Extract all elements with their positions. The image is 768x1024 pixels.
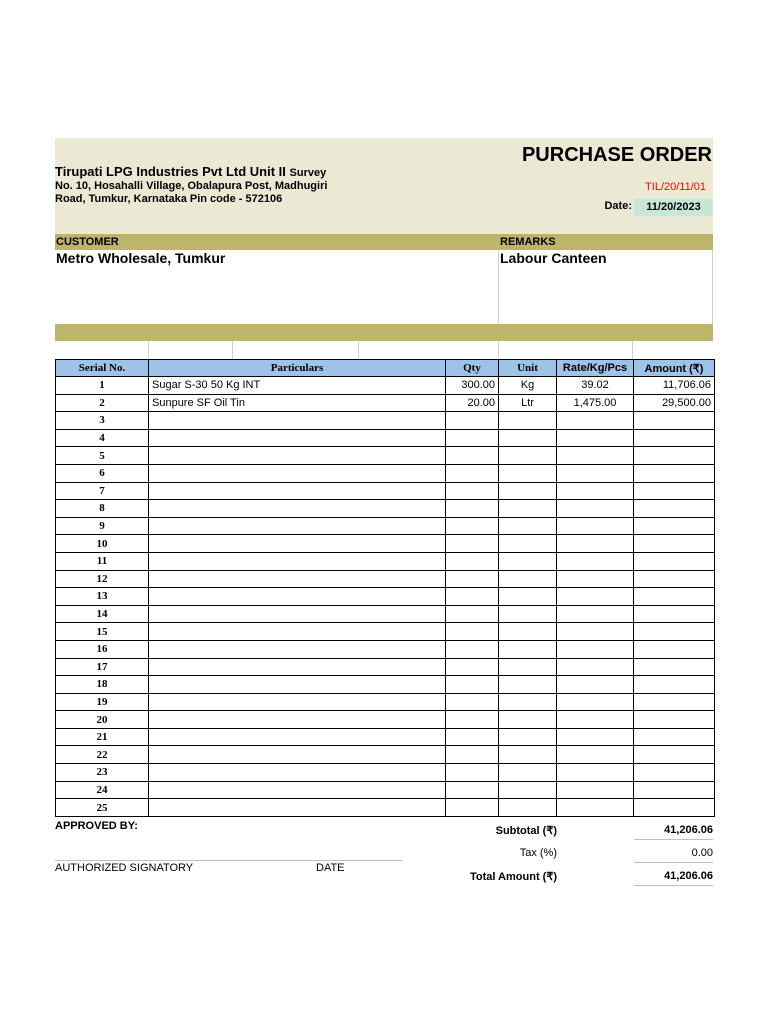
cell-qty[interactable] [446, 464, 499, 482]
table-row [56, 447, 715, 465]
cell-amount[interactable] [634, 640, 715, 658]
cell-rate[interactable] [557, 552, 634, 570]
cell-serial: 15 [56, 623, 149, 641]
cell-amount[interactable] [634, 447, 715, 465]
grid-line [498, 341, 499, 359]
table-row [56, 711, 715, 729]
cell-rate[interactable] [557, 711, 634, 729]
cell-rate[interactable] [557, 447, 634, 465]
cell-amount[interactable] [634, 517, 715, 535]
cell-serial: 6 [56, 464, 149, 482]
cell-particulars[interactable] [149, 588, 446, 606]
cell-particulars[interactable] [149, 711, 446, 729]
po-number: TIL/20/11/01 [645, 181, 706, 193]
cell-unit[interactable] [499, 482, 557, 500]
cell-particulars[interactable] [149, 412, 446, 430]
cell-serial: 23 [56, 764, 149, 782]
cell-qty[interactable] [446, 570, 499, 588]
cell-particulars[interactable] [149, 746, 446, 764]
grid-line [632, 341, 633, 359]
remarks-value[interactable]: Labour Canteen [500, 250, 607, 266]
table-row [56, 588, 715, 606]
table-row [56, 728, 715, 746]
cell-rate[interactable] [557, 412, 634, 430]
cell-serial: 18 [56, 676, 149, 694]
cell-amount[interactable] [634, 464, 715, 482]
cell-particulars[interactable] [149, 517, 446, 535]
cell-qty[interactable]: 300.00 [446, 377, 499, 395]
cell-particulars[interactable] [149, 764, 446, 782]
cell-particulars[interactable] [149, 640, 446, 658]
cell-amount[interactable] [634, 781, 715, 799]
cell-amount[interactable] [634, 728, 715, 746]
cell-unit[interactable] [499, 764, 557, 782]
cell-unit[interactable] [499, 412, 557, 430]
cell-serial: 19 [56, 693, 149, 711]
table-row [56, 535, 715, 553]
date-value[interactable]: 11/20/2023 [634, 199, 713, 216]
tax-underline [634, 862, 713, 863]
table-row [56, 764, 715, 782]
cell-rate[interactable] [557, 429, 634, 447]
cell-serial: 12 [56, 570, 149, 588]
grid-line [148, 341, 149, 359]
table-row [56, 781, 715, 799]
cell-qty[interactable] [446, 764, 499, 782]
cell-unit[interactable]: Ltr [499, 394, 557, 412]
cell-rate[interactable] [557, 535, 634, 553]
cell-qty[interactable] [446, 728, 499, 746]
cell-unit[interactable] [499, 447, 557, 465]
cell-rate[interactable] [557, 693, 634, 711]
cell-unit[interactable]: Kg [499, 377, 557, 395]
cell-unit[interactable] [499, 605, 557, 623]
cell-particulars[interactable] [149, 552, 446, 570]
cell-amount[interactable] [634, 605, 715, 623]
cell-particulars[interactable] [149, 482, 446, 500]
cell-amount[interactable] [634, 412, 715, 430]
cell-particulars[interactable] [149, 623, 446, 641]
cell-unit[interactable] [499, 799, 557, 817]
cell-serial: 21 [56, 728, 149, 746]
cell-qty[interactable] [446, 799, 499, 817]
cell-unit[interactable] [499, 464, 557, 482]
cell-qty[interactable] [446, 535, 499, 553]
date-label: Date: [604, 200, 632, 212]
tax-value[interactable]: 0.00 [691, 847, 713, 859]
cell-rate[interactable]: 39.02 [557, 377, 634, 395]
cell-rate[interactable] [557, 570, 634, 588]
cell-rate[interactable] [557, 764, 634, 782]
cell-serial: 10 [56, 535, 149, 553]
remarks-divider [498, 250, 499, 324]
cell-serial: 24 [56, 781, 149, 799]
cell-serial: 17 [56, 658, 149, 676]
subtotal-underline [634, 839, 713, 840]
cell-unit[interactable] [499, 658, 557, 676]
cell-particulars[interactable] [149, 447, 446, 465]
signature-date-label: DATE [316, 862, 345, 874]
table-body [56, 377, 715, 817]
table-row [56, 658, 715, 676]
cell-amount[interactable] [634, 500, 715, 518]
cell-serial: 7 [56, 482, 149, 500]
cell-serial: 25 [56, 799, 149, 817]
right-border [712, 250, 713, 324]
cell-rate[interactable] [557, 605, 634, 623]
cell-unit[interactable] [499, 500, 557, 518]
cell-unit[interactable] [499, 588, 557, 606]
grid-line [232, 341, 233, 359]
cell-qty[interactable] [446, 517, 499, 535]
cell-qty[interactable] [446, 588, 499, 606]
company-address: No. 10, Hosahalli Village, Obalapura Post, Madhugiri Road, Tumkur, Karnataka Pin code - 572106 [55, 180, 328, 205]
column-header-particulars: Particulars [149, 360, 446, 377]
company-survey-text: Survey [289, 167, 327, 179]
page-title: PURCHASE ORDER [521, 144, 712, 166]
cell-qty[interactable] [446, 623, 499, 641]
cell-serial: 20 [56, 711, 149, 729]
table-row [56, 394, 715, 412]
total-value: 41,206.06 [664, 870, 713, 882]
cell-rate[interactable] [557, 517, 634, 535]
cell-rate[interactable] [557, 658, 634, 676]
cell-serial: 4 [56, 429, 149, 447]
cell-qty[interactable] [446, 429, 499, 447]
company-name-text: Tirupati LPG Industries Pvt Ltd Unit II [55, 164, 286, 179]
cell-qty[interactable] [446, 552, 499, 570]
remarks-label: REMARKS [500, 236, 556, 248]
cell-qty[interactable] [446, 605, 499, 623]
table-row [56, 429, 715, 447]
cell-amount[interactable] [634, 799, 715, 817]
table-row [56, 482, 715, 500]
cell-serial: 2 [56, 394, 149, 412]
table-row [56, 746, 715, 764]
cell-rate[interactable] [557, 588, 634, 606]
cell-serial: 9 [56, 517, 149, 535]
signature-line [55, 860, 402, 861]
cell-unit[interactable] [499, 570, 557, 588]
cell-particulars[interactable] [149, 605, 446, 623]
customer-remarks-bar [55, 234, 713, 250]
cell-rate[interactable] [557, 676, 634, 694]
subtotal-value: 41,206.06 [664, 824, 713, 836]
cell-qty[interactable] [446, 781, 499, 799]
cell-unit[interactable] [499, 623, 557, 641]
cell-particulars[interactable] [149, 464, 446, 482]
table-row [56, 464, 715, 482]
customer-label: CUSTOMER [56, 236, 119, 248]
cell-amount[interactable] [634, 482, 715, 500]
cell-unit[interactable] [499, 552, 557, 570]
cell-amount[interactable]: 11,706.06 [634, 377, 715, 395]
items-table [55, 359, 715, 817]
cell-unit[interactable] [499, 535, 557, 553]
cell-particulars[interactable] [149, 658, 446, 676]
total-underline [634, 885, 713, 886]
cell-qty[interactable] [446, 746, 499, 764]
table-row [56, 799, 715, 817]
subtotal-label: Subtotal (₹) [495, 825, 557, 837]
cell-rate[interactable] [557, 500, 634, 518]
cell-serial: 1 [56, 377, 149, 395]
cell-rate[interactable] [557, 640, 634, 658]
table-row [56, 676, 715, 694]
cell-particulars[interactable] [149, 535, 446, 553]
company-name [55, 164, 355, 181]
cell-qty[interactable] [446, 500, 499, 518]
customer-value[interactable]: Metro Wholesale, Tumkur [56, 250, 226, 266]
cell-qty[interactable] [446, 412, 499, 430]
cell-particulars[interactable] [149, 429, 446, 447]
cell-rate[interactable] [557, 799, 634, 817]
table-row [56, 377, 715, 395]
grid-line [358, 341, 359, 359]
column-header-unit: Unit [499, 360, 557, 377]
cell-amount[interactable] [634, 764, 715, 782]
cell-rate[interactable] [557, 746, 634, 764]
cell-amount[interactable] [634, 693, 715, 711]
cell-rate[interactable] [557, 464, 634, 482]
cell-amount[interactable] [634, 429, 715, 447]
cell-unit[interactable] [499, 517, 557, 535]
cell-amount[interactable] [634, 711, 715, 729]
cell-serial: 5 [56, 447, 149, 465]
cell-rate[interactable]: 1,475.00 [557, 394, 634, 412]
cell-unit[interactable] [499, 676, 557, 694]
cell-amount[interactable] [634, 658, 715, 676]
table-header-row [56, 360, 715, 377]
cell-qty[interactable]: 20.00 [446, 394, 499, 412]
column-header-rate: Rate/Kg/Pcs [557, 360, 634, 377]
column-header-serial: Serial No. [56, 360, 149, 377]
table-row [56, 412, 715, 430]
cell-unit[interactable] [499, 728, 557, 746]
cell-rate[interactable] [557, 623, 634, 641]
cell-amount[interactable] [634, 552, 715, 570]
cell-serial: 13 [56, 588, 149, 606]
cell-rate[interactable] [557, 482, 634, 500]
table-row [56, 693, 715, 711]
table-row [56, 623, 715, 641]
approved-by-label: APPROVED BY: [55, 820, 138, 832]
cell-amount[interactable] [634, 570, 715, 588]
cell-unit[interactable] [499, 711, 557, 729]
cell-particulars[interactable] [149, 693, 446, 711]
cell-amount[interactable] [634, 676, 715, 694]
cell-qty[interactable] [446, 693, 499, 711]
column-header-amount: Amount (₹) [634, 360, 715, 377]
cell-qty[interactable] [446, 658, 499, 676]
cell-qty[interactable] [446, 447, 499, 465]
cell-serial: 11 [56, 552, 149, 570]
cell-particulars[interactable] [149, 570, 446, 588]
cell-qty[interactable] [446, 482, 499, 500]
cell-serial: 3 [56, 412, 149, 430]
table-row [56, 517, 715, 535]
cell-serial: 22 [56, 746, 149, 764]
cell-particulars[interactable]: Sunpure SF Oil Tin [149, 394, 446, 412]
cell-unit[interactable] [499, 781, 557, 799]
cell-unit[interactable] [499, 746, 557, 764]
cell-qty[interactable] [446, 711, 499, 729]
cell-particulars[interactable] [149, 676, 446, 694]
table-row [56, 500, 715, 518]
cell-unit[interactable] [499, 693, 557, 711]
cell-qty[interactable] [446, 640, 499, 658]
cell-particulars[interactable] [149, 799, 446, 817]
total-label: Total Amount (₹) [469, 871, 557, 883]
cell-serial: 16 [56, 640, 149, 658]
cell-amount[interactable] [634, 746, 715, 764]
cell-serial: 14 [56, 605, 149, 623]
cell-particulars[interactable] [149, 728, 446, 746]
cell-amount[interactable] [634, 623, 715, 641]
authorized-signatory-label: AUTHORIZED SIGNATORY [55, 862, 194, 874]
table-row [56, 640, 715, 658]
cell-qty[interactable] [446, 676, 499, 694]
tax-label: Tax (%) [519, 847, 557, 859]
table-row [56, 552, 715, 570]
cell-unit[interactable] [499, 429, 557, 447]
separator-bar [55, 324, 713, 341]
cell-particulars[interactable]: Sugar S-30 50 Kg INT [149, 377, 446, 395]
cell-unit[interactable] [499, 640, 557, 658]
cell-rate[interactable] [557, 781, 634, 799]
table-row [56, 570, 715, 588]
cell-amount[interactable] [634, 588, 715, 606]
cell-serial: 8 [56, 500, 149, 518]
cell-particulars[interactable] [149, 781, 446, 799]
table-row [56, 605, 715, 623]
cell-particulars[interactable] [149, 500, 446, 518]
column-header-qty: Qty [446, 360, 499, 377]
cell-rate[interactable] [557, 728, 634, 746]
cell-amount[interactable] [634, 535, 715, 553]
cell-amount[interactable]: 29,500.00 [634, 394, 715, 412]
